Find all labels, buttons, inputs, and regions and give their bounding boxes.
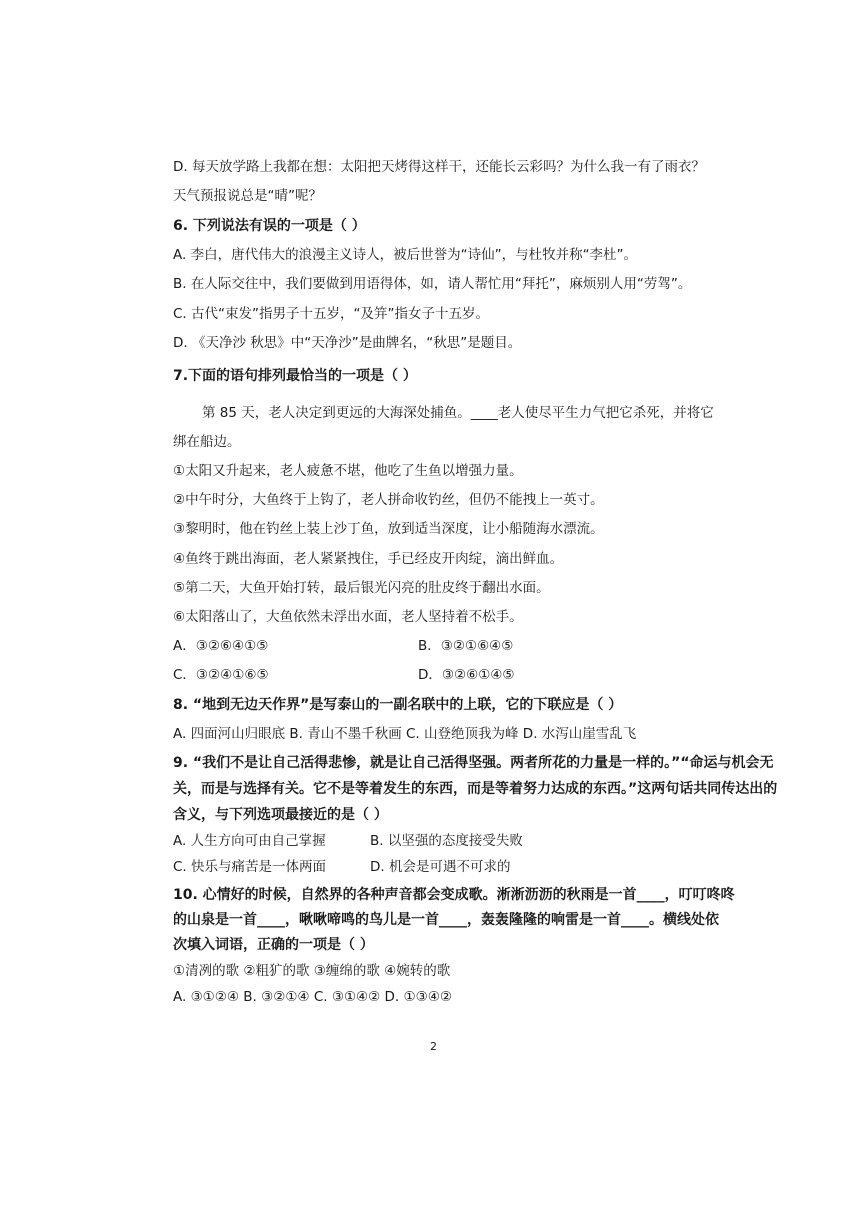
q10-line1: 10. 心情好的时候，自然界的各种声音都会变成歌。淅淅沥沥的秋雨是一首____，叮叮咚咚 [173,887,735,903]
q8-options: A. 四面河山归眼底 B. 青山不墨千秋画 C. 山登绝顶我为峰 D. 水泻山崖雪乱飞 [173,726,637,742]
q7-sentence-4: ④鱼终于跳出海面，老人紧紧拽住，手已经皮开肉绽，滴出鲜血。 [173,551,564,567]
q10-line3: 次填入词语，正确的一项是（ ） [173,937,374,953]
q7-passage-line2: 绑在船边。 [173,434,241,450]
q7-option-b: B．③②①⑥④⑤ [418,638,514,654]
q7-option-c: C．③②④①⑥⑤ [173,667,269,683]
q7-sentence-2: ②中午时分，大鱼终于上钩了，老人拼命收钓丝，但仍不能拽上一英寸。 [173,492,604,508]
q6-option-d: D. 《天净沙 秋思》中“天净沙”是曲牌名，“秋思”是题目。 [173,335,522,351]
q7-option-d: D．③②⑥①④⑤ [418,667,515,683]
q5-option-d-line1: D. 每天放学路上我都在想：太阳把天烤得这样干，还能长云彩吗？为什么我一有了雨衣？ [173,159,705,175]
q8-stem: 8. “地到无边天作界”是写泰山的一副名联中的上联，它的下联应是（ ） [173,697,623,713]
q7-sentence-6: ⑥太阳落山了，大鱼依然未浮出水面，老人坚持着不松手。 [173,609,523,625]
page-number: 2 [430,1040,437,1053]
q7-sentence-1: ①太阳又升起来，老人疲惫不堪，他吃了生鱼以增强力量。 [173,463,523,479]
q6-option-a: A. 李白，唐代伟大的浪漫主义诗人，被后世誉为“诗仙”，与杜牧并称“李杜”。 [173,247,638,263]
q9-option-b: B. 以坚强的态度接受失败 [370,833,523,849]
q7-sentence-5: ⑤第二天，大鱼开始打转，最后银光闪亮的肚皮终于翻出水面。 [173,580,550,596]
q7-sentence-3: ③黎明时，他在钓丝上装上沙丁鱼，放到适当深度，让小船随海水漂流。 [173,521,604,537]
q10-answer-options: A. ③①②④ B. ③②①④ C. ③①④② D. ①③④② [173,989,452,1005]
q10-line2: 的山泉是一首____，啾啾啼鸣的鸟儿是一首____，轰轰隆隆的响雷是一首____。横线处依 [173,912,719,928]
q9-line2: 关，而是与选择有关。它不是等着发生的东西，而是等着努力达成的东西。”这两句话共同传达出的 [173,781,778,797]
q5-option-d-line2: 天气预报说总是“晴”呢？ [173,188,322,204]
q6-option-b: B. 在人际交往中，我们要做到用语得体，如，请人帮忙用“拜托”，麻烦别人用“劳驾”。 [173,276,692,292]
q7-passage-line1: 第 85 天，老人决定到更远的大海深处捕鱼。____老人使尽平生力气把它杀死，并将它 [202,405,714,421]
q7-stem: 7.下面的语句排列最恰当的一项是（ ） [173,368,417,384]
q9-option-c: C. 快乐与痛苦是一体两面 [173,859,327,875]
q9-option-a: A. 人生方向可由自己掌握 [173,833,326,849]
q10-word-options: ①清冽的歌 ②粗犷的歌 ③缠绵的歌 ④婉转的歌 [173,963,451,979]
q9-line3: 含义，与下列选项最接近的是（ ） [173,807,388,823]
q6-option-c: C. 古代“束发”指男子十五岁，“及笄”指女子十五岁。 [173,306,489,322]
q7-option-a: A．③②⑥④①⑤ [173,638,269,654]
q9-line1: 9. “我们不是让自己活得悲惨，就是让自己活得坚强。两者所花的力量是一样的。”“命运与机会无 [173,755,774,771]
q6-stem: 6. 下列说法有误的一项是（ ） [173,218,366,234]
q9-option-d: D. 机会是可遇不可求的 [370,859,511,875]
